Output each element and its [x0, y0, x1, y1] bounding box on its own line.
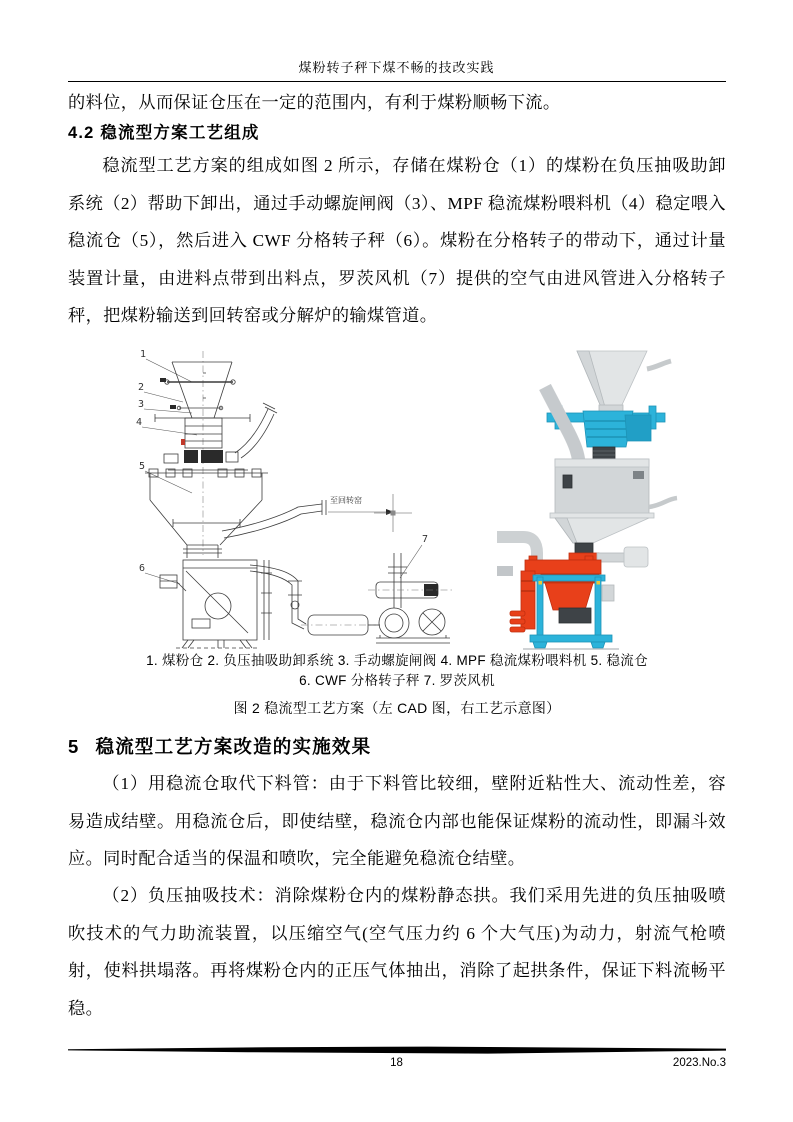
render-side-cylinder [597, 547, 648, 567]
section-5-paragraph-1: （1）用稳流仓取代下料管：由于下料管比较细，壁附近粘性大、流动性差，容易造成结壁。用稳流仓后，即使结壁，稳流仓内部也能保证煤粉的流动性，即漏斗效应。同时配合适当的保温和喷吹，完全能避免稳流仓结壁。 [68, 774, 726, 869]
issue-number: 2023.No.3 [672, 1057, 726, 1069]
figure2-3d-render [497, 347, 717, 650]
cad-crosshair [374, 494, 412, 532]
cad-kiln-arrow [328, 509, 394, 515]
render-left-down-pipe-edge [545, 387, 579, 463]
cad-label-6: 6 [139, 563, 146, 574]
cad-label-7: 7 [422, 534, 429, 545]
cad-label-3: 3 [138, 399, 145, 410]
cad-muffler [301, 615, 376, 635]
section-5-title: 稳流型工艺方案改造的实施效果 [95, 736, 372, 757]
cad-kiln-pipe [222, 500, 326, 538]
footer-rule [68, 1046, 726, 1056]
cad-kiln-note: 至回转窑 [330, 496, 362, 505]
render-inlet-funnel [577, 351, 671, 412]
cad-coal-bunker-cone [160, 362, 235, 418]
cad-label-4: 4 [136, 417, 143, 428]
section-5-number: 5 [68, 736, 80, 757]
cad-label-5: 5 [139, 461, 146, 472]
figure2-legend-line2: 6. CWF 分格转子秤 7. 罗茨风机 [299, 673, 495, 688]
header-rule [68, 81, 726, 82]
cad-stabilizing-bin [145, 469, 268, 558]
figure2-caption: 图 2 稳流型工艺方案（左 CAD 图，右工艺示意图） [233, 700, 561, 716]
figure2-legend-line1: 1. 煤粉仓 2. 负压抽吸助卸系统 3. 手动螺旋闸阀 4. MPF 稳流煤粉喂料机 5. 稳流仓 [146, 653, 648, 668]
section-5-heading [68, 733, 371, 759]
figure2-cad-diagram [118, 343, 480, 651]
cad-air-piping [250, 565, 306, 629]
cad-bent-pipe [235, 403, 277, 458]
cad-rotor-scale [160, 560, 272, 648]
cad-label-1: 1 [140, 349, 147, 360]
render-stabilizing-bin [550, 459, 677, 560]
page-number: 18 [390, 1057, 403, 1069]
cad-label-2: 2 [138, 382, 145, 393]
section-4-2-heading: 4.2 稳流型方案工艺组成 [68, 124, 260, 142]
render-rotor-scale-red [510, 556, 601, 632]
cad-leader-lines [142, 359, 422, 584]
cad-roots-blower [368, 553, 452, 643]
section-4-2-paragraph: 稳流型工艺方案的组成如图 2 所示，存储在煤粉仓（1）的煤粉在负压抽吸助卸系统（2）帮助下卸出，通过手动螺旋闸阀（3）、MPF 稳流煤粉喂料机（4）稳定喂入稳流仓（5），然后进入 CWF 分格转子秤（6）。煤粉在分格转子的带动下，通过计量装置计量，由进料点带到出料点，罗茨风机（7）提供的空气由进风管进入分格转子秤，把煤粉输送到回转窑或分解炉的输煤管道。 [68, 156, 726, 326]
section-5-paragraph-2: （2）负压抽吸技术：消除煤粉仓内的煤粉静态拱。我们采用先进的负压抽吸喷吹技术的气力助流装置，以压缩空气(空气压力约 6 个大气压)为动力，射流气枪喷射，使料拱塌落。再将煤粉仓内的正压气体抽出，消除了起拱条件，保证下料流畅平稳。 [68, 886, 726, 1018]
running-header-title: 煤粉转子秤下煤不畅的技改实践 [298, 60, 495, 75]
continuation-paragraph: 的料位，从而保证仓压在一定的范围内，有利于煤粉顺畅下流。 [68, 93, 561, 112]
